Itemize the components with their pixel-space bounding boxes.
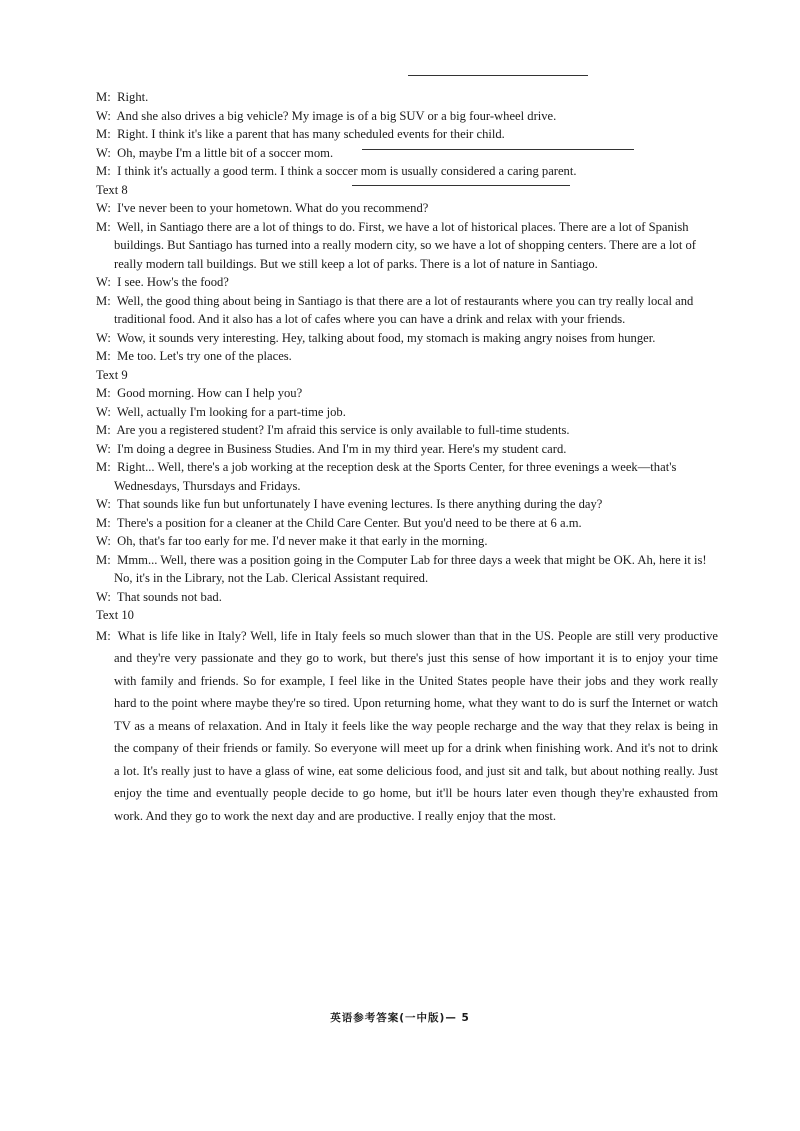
dialogue-line <box>96 347 718 366</box>
dialogue-line <box>96 199 718 218</box>
line-text: Right... Well, there's a job working at the reception desk at the Sports Center, for three evenings a week—that's Wednesdays, Thursdays and Fridays. <box>114 460 677 493</box>
dialogue-line <box>96 162 718 181</box>
line-text: That sounds like fun but unfortunately I have evening lectures. Is there anything during the day? <box>114 497 603 511</box>
transcript-body <box>96 88 718 827</box>
dialogue-line <box>96 107 718 126</box>
speaker-label: M: <box>96 164 111 178</box>
speaker-label: M: <box>96 423 111 437</box>
line-text: Oh, maybe I'm a little bit of a soccer mom. <box>114 145 334 160</box>
scan-mark-top <box>408 75 588 76</box>
dialogue-line <box>96 273 718 292</box>
line-text: Right. I think it's like a parent that has many scheduled events for their child. <box>114 127 505 141</box>
section-heading: Text 8 <box>96 182 128 197</box>
dialogue-line <box>96 532 718 551</box>
dialogue-line <box>96 218 718 274</box>
speaker-label: W: <box>96 108 111 123</box>
dialogue-line <box>96 403 718 422</box>
dialogue-line <box>96 495 718 514</box>
speaker-label: M: <box>96 386 111 400</box>
line-text: Wow, it sounds very interesting. Hey, talking about food, my stomach is making angry noises from hunger. <box>114 330 656 345</box>
speaker-label: M: <box>96 90 111 104</box>
speaker-label: M: <box>96 552 111 567</box>
dialogue-line <box>96 588 718 607</box>
line-text: There's a position for a cleaner at the Child Care Center. But you'd need to be there at 6 a.m. <box>114 515 582 530</box>
line-text: I think it's actually a good term. I think a soccer mom is usually considered a caring parent. <box>114 164 577 178</box>
speaker-label: W: <box>96 497 111 511</box>
speaker-label: W: <box>96 201 111 215</box>
line-text: I've never been to your hometown. What do you recommend? <box>114 201 429 215</box>
line-text: Right. <box>114 90 149 104</box>
line-text: What is life like in Italy? Well, life in Italy feels so much slower than that in the US. People are still very productive and they're very passionate and they go to work, but there's just this sense of how important it is to enjoy your time with family and friends. So for example, I feel like in the United States people have their jobs and they work really hard to the point where maybe they're so tired. Upon returning home, what they want to do is surf the Internet or watch TV as a means of relaxation. And in Italy it feels like the way people recharge and the way that they relax is being in the company of their friends or family. So everyone will meet up for a drink when finishing work. And it's not to drink a lot. It's really just to have a glass of wine, eat some delicious food, and just sit and talk, but about nothing really. Just enjoy the time and eventually people decide to go home, but it'll be hours later even though they're exhausted from work. And they go to work the next day and are productive. I really enjoy that the most. <box>114 628 718 823</box>
dialogue-line <box>96 421 718 440</box>
speaker-label: W: <box>96 441 111 456</box>
speaker-label: W: <box>96 330 111 345</box>
dialogue-line <box>96 440 718 459</box>
line-text: Me too. Let's try one of the places. <box>114 349 292 363</box>
line-text: I'm doing a degree in Business Studies. And I'm in my third year. Here's my student card. <box>114 441 567 456</box>
dialogue-line <box>96 125 718 144</box>
line-text: Oh, that's far too early for me. I'd never make it that early in the morning. <box>114 534 488 548</box>
speaker-label: M: <box>96 628 111 643</box>
speaker-label: M: <box>96 219 111 234</box>
line-text: I see. How's the food? <box>114 275 229 289</box>
dialogue-line <box>96 144 718 163</box>
dialogue-line <box>96 514 718 533</box>
speaker-label: W: <box>96 275 111 289</box>
speaker-label: W: <box>96 404 111 419</box>
speaker-label: W: <box>96 145 111 160</box>
speaker-label: M: <box>96 515 111 530</box>
dialogue-line <box>96 625 718 828</box>
line-text: Good morning. How can I help you? <box>114 386 303 400</box>
line-text: Mmm... Well, there was a position going in the Computer Lab for three days a week that might be OK. Ah, here it is! No, it's in the Library, not the Lab. Clerical Assistant required. <box>114 552 707 585</box>
dialogue-line <box>96 88 718 107</box>
section-heading: Text 10 <box>96 608 134 622</box>
dialogue-line <box>96 292 718 329</box>
section-heading: Text 9 <box>96 367 128 382</box>
page-footer: 英语参考答案(一中版)— 5 <box>330 1012 470 1024</box>
dialogue-line <box>96 329 718 348</box>
speaker-label: M: <box>96 293 111 308</box>
line-text: Are you a registered student? I'm afraid this service is only available to full-time students. <box>114 423 570 437</box>
line-text: Well, the good thing about being in Santiago is that there are a lot of restaurants where you can try really local and traditional food. And it also has a lot of cafes where you can have a drink and relax with your friends. <box>114 293 694 326</box>
speaker-label: M: <box>96 460 111 474</box>
speaker-label: W: <box>96 534 111 548</box>
dialogue-line <box>96 384 718 403</box>
speaker-label: W: <box>96 589 111 604</box>
dialogue-line <box>96 551 718 588</box>
line-text: Well, in Santiago there are a lot of things to do. First, we have a lot of historical places. There are a lot of Spanish buildings. But Santiago has turned into a really modern city, so we have a lot of shopping centers. There are a lot of really modern tall buildings. But we still keep a lot of parks. There is a lot of nature in Santiago. <box>114 219 696 271</box>
speaker-label: M: <box>96 349 111 363</box>
dialogue-line <box>96 458 718 495</box>
line-text: Well, actually I'm looking for a part-time job. <box>114 404 346 419</box>
speaker-label: M: <box>96 127 111 141</box>
line-text: And she also drives a big vehicle? My image is of a big SUV or a big four-wheel drive. <box>114 108 557 123</box>
line-text: That sounds not bad. <box>114 589 222 604</box>
